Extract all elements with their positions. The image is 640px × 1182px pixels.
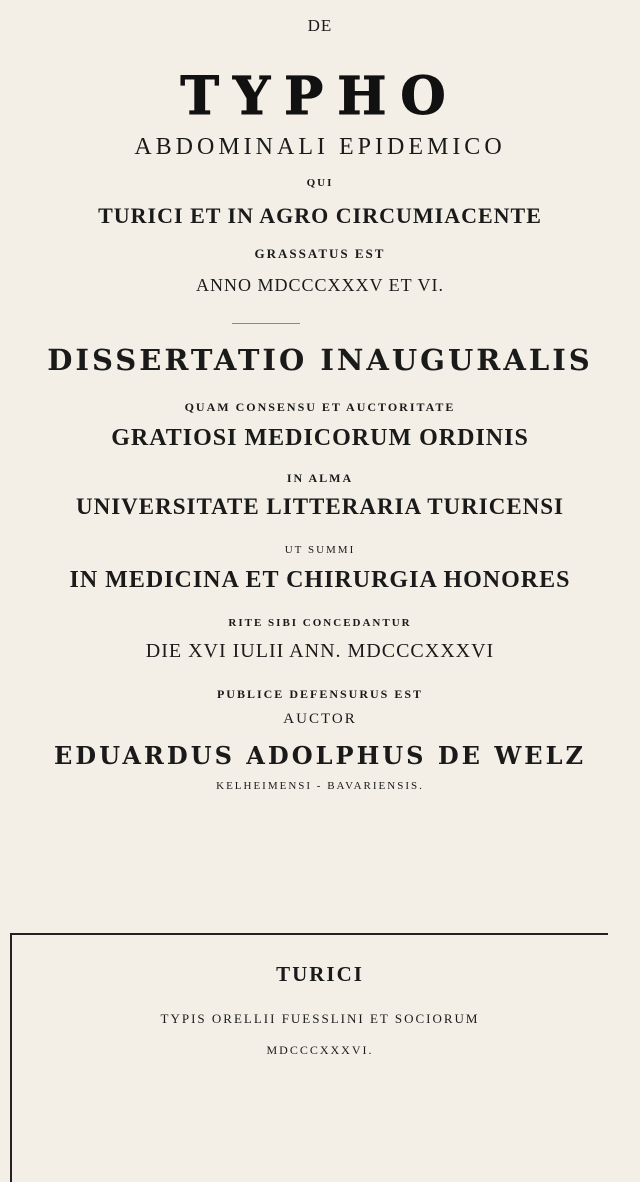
divider-rule xyxy=(232,323,300,324)
auctor-label: AUCTOR xyxy=(283,711,357,727)
dissertation-title: DISSERTATIO INAUGURALIS xyxy=(47,343,593,377)
date-line: DIE XVI IULII ANN. MDCCCXXXVI xyxy=(145,640,495,662)
place-line: TURICI ET IN AGRO CIRCUMIACENTE xyxy=(98,203,542,228)
imprint-printer: TYPIS ORELLII FUESSLINI ET SOCIORUM xyxy=(160,1011,480,1026)
imprint-frame-top xyxy=(10,933,608,935)
ordinis-line: GRATIOSI MEDICORUM ORDINIS xyxy=(111,425,529,451)
imprint-year: MDCCCXXXVI. xyxy=(266,1043,374,1057)
university-line: UNIVERSITATE LITTERARIA TURICENSI xyxy=(75,494,565,519)
honores-line: IN MEDICINA ET CHIRURGIA HONORES xyxy=(69,567,571,593)
preposition-de: DE xyxy=(307,16,333,35)
main-title: TYPHO xyxy=(180,66,460,127)
rite-line: RITE SIBI CONCEDANTUR xyxy=(228,617,412,629)
main-subtitle: ABDOMINALI EPIDEMICO xyxy=(134,134,506,160)
grassatus-line: GRASSATUS EST xyxy=(254,246,386,261)
consensu-line: QUAM CONSENSU ET AUCTORITATE xyxy=(184,400,456,414)
relative-qui: QUI xyxy=(306,177,334,189)
author-name: EDUARDUS ADOLPHUS DE WELZ xyxy=(54,741,586,770)
imprint-city: TURICI xyxy=(276,962,364,986)
in-alma-line: IN ALMA xyxy=(286,471,354,485)
ut-summi-line: UT SUMMI xyxy=(284,544,356,556)
author-origin: KELHEIMENSI - BAVARIENSIS. xyxy=(216,780,424,792)
year-line: ANNO MDCCCXXXV ET VI. xyxy=(195,275,445,295)
publice-line: PUBLICE DEFENSURUS EST xyxy=(216,687,424,701)
